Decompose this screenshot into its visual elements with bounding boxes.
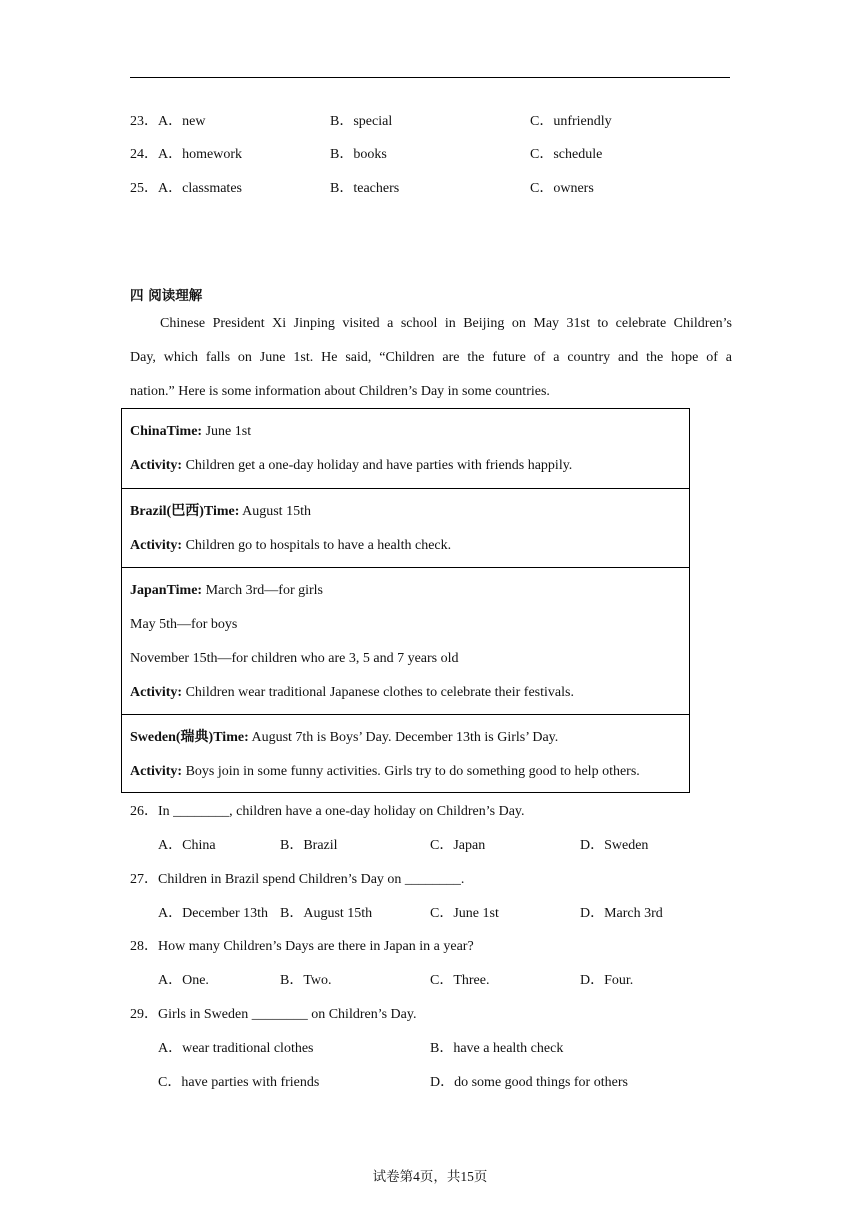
section-title: 四 阅读理解 [130,288,203,304]
passage-line-3: nation.” Here is some information about Children’s Day in some countries. [130,384,550,399]
question-26-stem: 26．In ________, children have a one-day holiday on Children’s Day. [130,804,525,819]
japan-activity: Activity: Children wear traditional Japanese clothes to celebrate their festivals. [130,685,574,700]
option-b: B．Two. [280,973,332,988]
question-28-stem: 28．How many Children’s Days are there in Japan in a year? [130,939,474,954]
option-c: C．Three. [430,973,490,988]
option-c: C．Japan [430,838,486,853]
sweden-activity: Activity: Boys join in some funny activities. Girls try to do something good to help others. [130,764,640,779]
option-d: D．do some good things for others [430,1075,628,1090]
children-day-table [121,408,690,793]
question-number: 23． [130,114,158,129]
option-b: B．August 15th [280,906,373,921]
china-time: ChinaTime: June 1st [130,424,252,439]
option-a: A．classmates [158,181,242,196]
header-rule [130,77,730,78]
option-b: B．special [330,114,393,129]
passage-line-1: Chinese President Xi Jinping visited a school in Beijing on May 31st to celebrate Children’s [160,316,732,331]
table-row-japan [122,567,689,715]
japan-time: JapanTime: March 3rd—for girls [130,583,324,598]
table-row-sweden [122,714,689,792]
option-b: B．have a health check [430,1041,564,1056]
option-c: C．schedule [530,147,603,162]
option-a: A．China [158,838,216,853]
japan-time-children: November 15th—for children who are 3, 5 and 7 years old [130,651,459,666]
option-a: A．wear traditional clothes [158,1041,314,1056]
china-activity: Activity: Children get a one-day holiday and have parties with friends happily. [130,458,573,473]
option-b: B．books [330,147,387,162]
option-a: A．homework [158,147,242,162]
question-29-stem: 29．Girls in Sweden ________ on Children’s Day. [130,1007,417,1022]
page-footer: 试卷第4页，共15页 [372,1169,488,1184]
option-a: A．December 13th [158,906,269,921]
question-number: 25． [130,181,158,196]
option-d: D．March 3rd [580,906,663,921]
option-a: A．One. [158,973,209,988]
option-d: D．Four. [580,973,634,988]
japan-time-boys: May 5th—for boys [130,617,238,632]
sweden-time: Sweden(瑞典)Time: August 7th is Boys’ Day. December 13th is Girls’ Day. [130,730,559,745]
option-b: B．teachers [330,181,400,196]
option-a: A．new [158,114,206,129]
table-row-china [122,409,689,489]
option-b: B．Brazil [280,838,338,853]
question-number: 24． [130,147,158,162]
brazil-activity: Activity: Children go to hospitals to have a health check. [130,538,452,553]
brazil-time: Brazil(巴西)Time: August 15th [130,504,311,519]
passage-line-2: Day, which falls on June 1st. He said, “Children are the future of a country and the hope of a [130,350,732,365]
question-27-stem: 27．Children in Brazil spend Children’s Day on ________. [130,872,465,887]
option-c: C．owners [530,181,594,196]
option-c: C．have parties with friends [158,1075,320,1090]
option-c: C．unfriendly [530,114,612,129]
option-d: D．Sweden [580,838,649,853]
option-c: C．June 1st [430,906,499,921]
table-row-brazil [122,488,689,568]
